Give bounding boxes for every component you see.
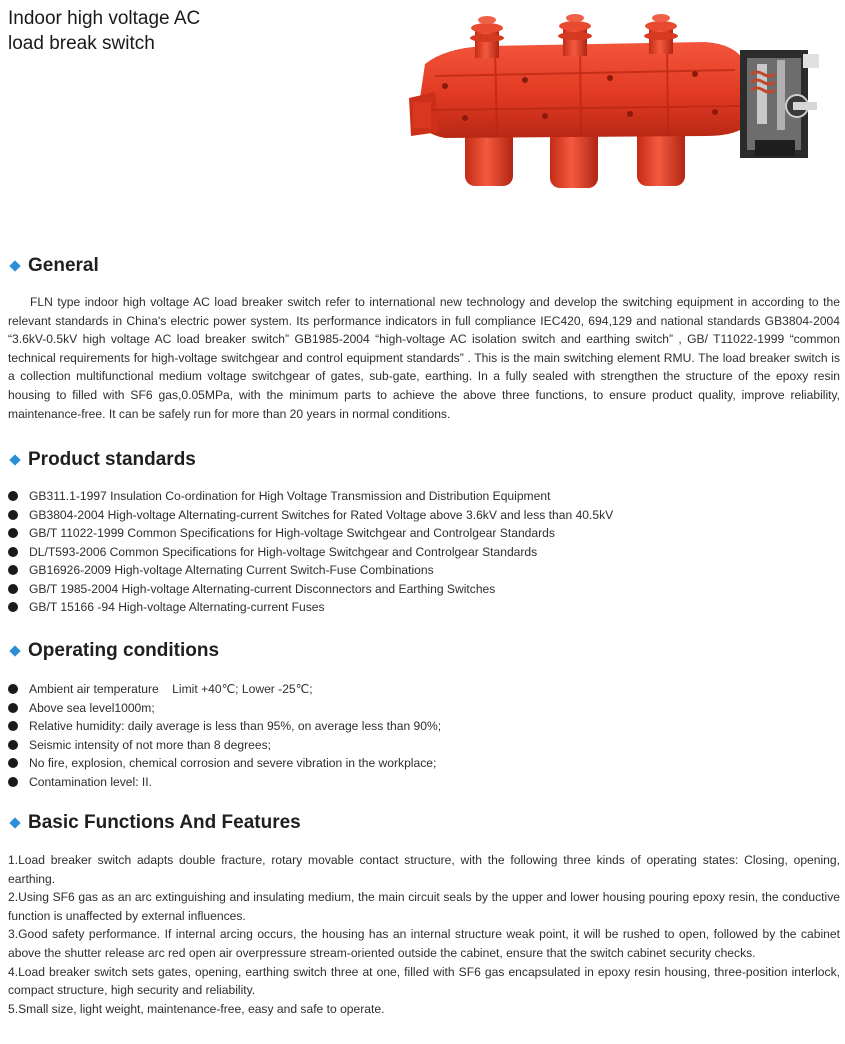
list-item-text: No fire, explosion, chemical corrosion and severe vibration in the workplace; — [29, 756, 437, 770]
section-heading-basic-functions-label: Basic Functions And Features — [28, 812, 301, 833]
list-item-text: GB/T 11022-1999 Common Specifications for High-voltage Switchgear and Controlgear Standards — [29, 526, 555, 540]
general-description-text: FLN type indoor high voltage AC load breaker switch refer to international new technology and develop the switching equipment in according to the relevant standards in China's electric power system. Its performance indicators in full compliance IEC420, 694,129 and national standards GB3804-2004 “3.6kV-0.5kV high voltage AC load breaker switch” GB1985-2004 “high-voltage AC isolation switch and earthing switch” , GB/ T11022-1999 “common technical requirements for high-voltage switchgear and control equipment standards” . This is the main switching element RMU. The load breaker switch is a collection multifunctional medium voltage switchgear of gates, sub-gate, earthing. In a fully sealed with strengthen the structure of the epoxy resin housing to filled with SF6 gas,0.05MPa, with the minimum parts to achieve the above three functions, to ensure product quality, improve reliability, maintenance-free. It can be safely run for more than 20 years in normal conditions. — [8, 295, 840, 421]
bullet-dot-icon — [8, 758, 18, 768]
bullet-dot-icon — [8, 777, 18, 787]
list-item: 3.Good safety performance. If internal arcing occurs, the housing has an internal structure weak point, it will be rushed to open, followed by the cabinet above the shutter release arc red open air overpressure stream-oriented outside the cabinet, ensure that the switch cabinet security checks. — [8, 927, 840, 960]
list-item — [8, 717, 840, 736]
list-item — [8, 736, 840, 755]
list-item — [8, 754, 840, 773]
bullet-dot-icon — [8, 491, 18, 501]
list-item — [8, 487, 840, 506]
page-title — [8, 6, 200, 56]
list-item-text: Above sea level1000m; — [29, 700, 155, 715]
page-title-line-1: Indoor high voltage AC — [8, 8, 201, 29]
list-item-text: GB311.1-1997 Insulation Co-ordination for High Voltage Transmission and Distribution Equipment — [29, 489, 551, 503]
list-item — [8, 543, 840, 562]
bullet-dot-icon — [8, 547, 18, 557]
general-description — [8, 293, 840, 423]
list-item: 2.Using SF6 gas as an arc extinguishing and insulating medium, the main circuit seals by the upper and lower housing pouring epoxy resin, the conductive function is unaffected by external influences. — [8, 890, 840, 923]
list-item — [8, 699, 840, 718]
bullet-dot-icon — [8, 528, 18, 538]
bullet-dot-icon — [8, 684, 18, 694]
section-heading-product-standards — [8, 449, 196, 471]
list-item — [8, 524, 840, 543]
bullet-dot-icon — [8, 510, 18, 520]
operating-conditions-list — [8, 680, 840, 791]
diamond-bullet-icon — [9, 817, 20, 828]
list-item-text: Ambient air temperature Limit +40℃; Lower -25℃; — [29, 682, 313, 696]
diamond-bullet-icon — [9, 645, 20, 656]
list-item: 4.Load breaker switch sets gates, opening, earthing switch three at one, filled with SF6 gas encapsulated in epoxy resin housing, three-position interlock, compact structure, high security and reliability. — [8, 964, 840, 998]
list-item: 5.Small size, light weight, maintenance-free, easy and safe to operate. — [8, 1001, 385, 1016]
bullet-dot-icon — [8, 565, 18, 575]
list-item — [8, 506, 840, 525]
list-item-text: DL/T593-2006 Common Specifications for High-voltage Switchgear and Controlgear Standards — [29, 544, 538, 559]
section-heading-operating-conditions — [8, 640, 219, 662]
list-item-text: Seismic intensity of not more than 8 degrees; — [29, 737, 271, 752]
bullet-dot-icon — [8, 602, 18, 612]
list-item-text: GB/T 15166 -94 High-voltage Alternating-current Fuses — [29, 600, 325, 614]
section-heading-general — [8, 255, 99, 277]
list-item-text: GB16926-2009 High-voltage Alternating Current Switch-Fuse Combinations — [29, 563, 434, 577]
bullet-dot-icon — [8, 740, 18, 750]
section-heading-operating-conditions-label: Operating conditions — [28, 640, 220, 661]
section-heading-basic-functions — [8, 812, 301, 834]
load-break-switch-product-image — [405, 14, 835, 194]
section-heading-general-label: General — [28, 255, 99, 276]
list-item-text: Contamination level: II. — [29, 774, 153, 789]
list-item-text: Relative humidity: daily average is less than 95%, on average less than 90%; — [29, 719, 442, 733]
section-heading-product-standards-label: Product standards — [28, 449, 196, 470]
list-item-text: GB3804-2004 High-voltage Alternating-current Switches for Rated Voltage above 3.6kV and less than 40.5kV — [29, 507, 614, 522]
diamond-bullet-icon — [9, 454, 20, 465]
list-item — [8, 680, 840, 699]
bullet-dot-icon — [8, 703, 18, 713]
diamond-bullet-icon — [9, 260, 20, 271]
page-title-line-2: load break switch — [8, 33, 155, 54]
list-item — [8, 561, 840, 580]
basic-functions-list — [8, 851, 840, 1018]
product-standards-list — [8, 487, 840, 617]
list-item: 1.Load breaker switch adapts double fracture, rotary movable contact structure, with the following three kinds of operating states: Closing, opening, earthing. — [8, 853, 840, 886]
list-item — [8, 598, 840, 617]
bullet-dot-icon — [8, 584, 18, 594]
list-item — [8, 773, 840, 792]
list-item-text: GB/T 1985-2004 High-voltage Alternating-current Disconnectors and Earthing Switches — [29, 581, 496, 596]
bullet-dot-icon — [8, 721, 18, 731]
list-item — [8, 580, 840, 599]
